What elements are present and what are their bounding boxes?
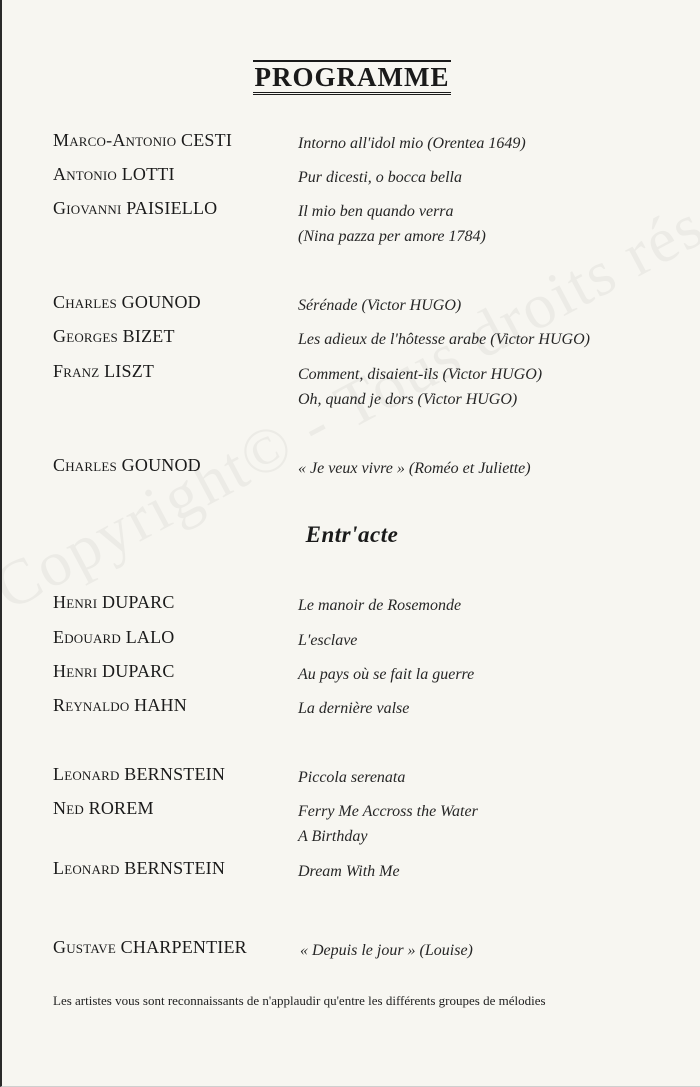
composer-name xyxy=(53,627,293,648)
composer-first-name: Edouard xyxy=(53,627,122,647)
composer-last-name: BERNSTEIN xyxy=(124,858,226,878)
work-line: L'esclave xyxy=(298,632,358,649)
composer-last-name: PAISIELLO xyxy=(126,198,218,218)
work-title xyxy=(298,662,474,687)
composer-first-name: Georges xyxy=(53,326,118,346)
work-line: Le manoir de Rosemonde xyxy=(298,597,462,614)
composer-name xyxy=(53,592,293,613)
composer-last-name: HAHN xyxy=(134,695,187,715)
composer-last-name: DUPARC xyxy=(102,592,175,612)
applause-note: Les artistes vous sont reconnaissants de n'applaudir qu'entre les différents groupes de mélodies xyxy=(53,993,546,1008)
work-title xyxy=(298,327,590,352)
composer-name xyxy=(53,455,293,476)
work-line: (Nina pazza per amore 1784) xyxy=(298,228,486,245)
composer-last-name: LOTTI xyxy=(121,164,175,184)
work-title xyxy=(298,293,461,318)
composer-first-name: Charles xyxy=(53,292,117,312)
work-title xyxy=(298,131,526,156)
composer-last-name: CHARPENTIER xyxy=(120,937,247,957)
work-line: A Birthday xyxy=(298,828,368,845)
work-title xyxy=(300,938,473,963)
composer-first-name: Leonard xyxy=(53,764,120,784)
work-line: Oh, quand je dors (Victor HUGO) xyxy=(298,391,518,408)
work-line: Comment, disaient-ils (Victor HUGO) xyxy=(298,366,543,383)
composer-name xyxy=(53,130,293,151)
composer-name xyxy=(53,695,293,716)
composer-name xyxy=(53,764,293,785)
work-title xyxy=(298,859,400,884)
composer-name xyxy=(53,937,293,958)
composer-first-name: Reynaldo xyxy=(53,695,130,715)
composer-name xyxy=(53,198,293,219)
composer-name xyxy=(53,661,293,682)
work-title xyxy=(298,362,542,412)
composer-last-name: DUPARC xyxy=(102,661,175,681)
work-title xyxy=(298,199,486,249)
composer-name xyxy=(53,326,293,347)
composer-last-name: CESTI xyxy=(181,130,233,150)
work-line: La dernière valse xyxy=(298,700,410,717)
composer-first-name: Giovanni xyxy=(53,198,122,218)
composer-last-name: LISZT xyxy=(104,361,155,381)
work-title xyxy=(298,696,409,721)
work-line: Dream With Me xyxy=(298,863,400,880)
composer-name xyxy=(53,858,293,879)
composer-first-name: Ned xyxy=(53,798,84,818)
programme-title xyxy=(2,60,700,95)
work-line: Pur dicesti, o bocca bella xyxy=(298,169,462,186)
work-title xyxy=(298,799,478,849)
composer-name xyxy=(53,798,293,819)
work-title xyxy=(298,593,461,618)
composer-first-name: Antonio xyxy=(53,164,117,184)
composer-last-name: BERNSTEIN xyxy=(124,764,226,784)
interval-heading: Entr'acte xyxy=(305,522,399,547)
composer-name xyxy=(53,361,293,382)
composer-first-name: Gustave xyxy=(53,937,116,957)
title-text: PROGRAMME xyxy=(253,60,452,95)
composer-last-name: GOUNOD xyxy=(121,455,201,475)
work-title xyxy=(298,628,357,653)
composer-first-name: Marco-Antonio xyxy=(53,130,177,150)
work-title xyxy=(298,165,462,190)
work-line: Les adieux de l'hôtesse arabe (Victor HUGO) xyxy=(298,331,590,348)
composer-first-name: Charles xyxy=(53,455,117,475)
composer-name xyxy=(53,164,293,185)
composer-first-name: Leonard xyxy=(53,858,120,878)
composer-first-name: Henri xyxy=(53,592,98,612)
work-title xyxy=(298,456,531,481)
work-title xyxy=(298,765,405,790)
work-line: Sérénade (Victor HUGO) xyxy=(298,297,462,314)
composer-first-name: Henri xyxy=(53,661,98,681)
work-line: Ferry Me Accross the Water xyxy=(298,803,478,820)
work-line: Intorno all'idol mio (Orentea 1649) xyxy=(298,135,526,152)
work-line: « Je veux vivre » (Roméo et Juliette) xyxy=(298,460,531,477)
work-line: Au pays où se fait la guerre xyxy=(298,666,475,683)
composer-first-name: Franz xyxy=(53,361,100,381)
composer-last-name: BIZET xyxy=(122,326,175,346)
work-line: « Depuis le jour » (Louise) xyxy=(300,942,473,959)
composer-name xyxy=(53,292,293,313)
composer-last-name: LALO xyxy=(125,627,175,647)
work-line: Il mio ben quando verra xyxy=(298,203,454,220)
work-line: Piccola serenata xyxy=(298,769,406,786)
composer-last-name: ROREM xyxy=(88,798,154,818)
composer-last-name: GOUNOD xyxy=(121,292,201,312)
